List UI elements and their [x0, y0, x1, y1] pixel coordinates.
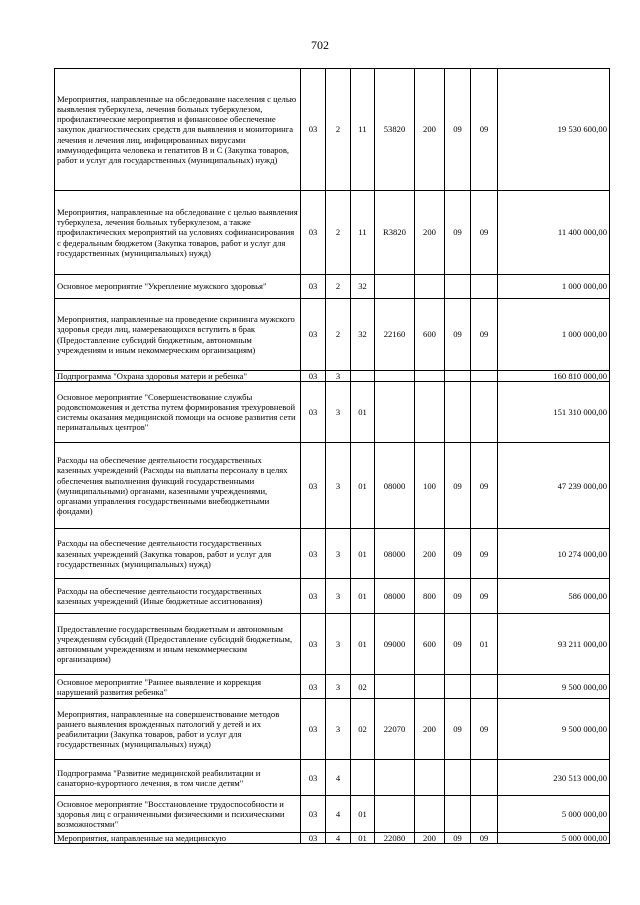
page-number: 702 — [311, 38, 329, 52]
amount-cell: 1 000 000,00 — [498, 299, 610, 371]
direction-cell: 22160 — [375, 299, 415, 371]
expense-type-cell: 200 — [415, 833, 445, 844]
program-cell: 03 — [301, 796, 326, 833]
expense-type-cell: 100 — [415, 443, 445, 529]
subprogram-cell: 2 — [326, 299, 351, 371]
direction-cell: 53820 — [375, 69, 415, 191]
main-event-cell: 01 — [351, 579, 375, 614]
table-row — [55, 675, 610, 699]
table-row — [55, 443, 610, 529]
item-name-cell: Мероприятия, направленные на обследование населения с целью выявления туберкулеза, лечения больных туберкулезом, профилактические мероприятия и финансовое обеспечение закупок диагностических средств для выявления и мониторинга лечения и лечения лиц, инфицированных вирусами иммунодефицита человека и гепатитов В и С (Закупка товаров, работ и услуг для государственных (муниципальных) нужд) — [55, 69, 301, 191]
table-row — [55, 275, 610, 299]
item-name-cell: Мероприятия, направленные на совершенствование методов раннего выявления врожденных патологий у детей и их реабилитации (Закупка товаров, работ и услуг для государственных (муниципальных) нужд) — [55, 699, 301, 760]
main-event-cell: 02 — [351, 699, 375, 760]
program-cell: 03 — [301, 382, 326, 443]
direction-cell: 08000 — [375, 529, 415, 579]
section-cell — [445, 675, 471, 699]
subprogram-cell: 3 — [326, 675, 351, 699]
subsection-cell: 09 — [471, 299, 498, 371]
item-name-cell: Мероприятия, направленные на медицинскую — [55, 833, 301, 844]
direction-cell: 22070 — [375, 699, 415, 760]
direction-cell — [375, 675, 415, 699]
amount-cell: 5 000 000,00 — [498, 796, 610, 833]
section-cell: 09 — [445, 443, 471, 529]
expense-type-cell — [415, 760, 445, 796]
direction-cell — [375, 382, 415, 443]
amount-cell: 5 000 000,00 — [498, 833, 610, 844]
section-cell: 09 — [445, 69, 471, 191]
item-name-cell: Основное мероприятие "Раннее выявление и коррекция нарушений развития ребенка" — [55, 675, 301, 699]
item-name-cell: Расходы на обеспечение деятельности государственных казенных учреждений (Иные бюджетные ассигнования) — [55, 579, 301, 614]
amount-cell: 19 530 600,00 — [498, 69, 610, 191]
item-name-cell: Расходы на обеспечение деятельности государственных казенных учреждений (Закупка товаров, работ и услуг для государственных (муниципальных) нужд) — [55, 529, 301, 579]
main-event-cell — [351, 760, 375, 796]
section-cell: 09 — [445, 699, 471, 760]
main-event-cell: 01 — [351, 796, 375, 833]
expense-type-cell: 600 — [415, 299, 445, 371]
subprogram-cell: 2 — [326, 191, 351, 275]
program-cell: 03 — [301, 675, 326, 699]
main-event-cell: 01 — [351, 529, 375, 579]
direction-cell — [375, 275, 415, 299]
item-name-cell: Мероприятия, направленные на проведение скрининга мужского здоровья среди лиц, намеревающихся вступить в брак (Предоставление субсидий бюджетным, автономным учреждениям и иным некоммерческим организациям) — [55, 299, 301, 371]
amount-cell: 160 810 000,00 — [498, 371, 610, 382]
subsection-cell: 09 — [471, 529, 498, 579]
expense-type-cell: 200 — [415, 699, 445, 760]
main-event-cell: 02 — [351, 675, 375, 699]
item-name-cell: Основное мероприятие "Укрепление мужского здоровья" — [55, 275, 301, 299]
amount-cell: 230 513 000,00 — [498, 760, 610, 796]
table-row — [55, 382, 610, 443]
subsection-cell: 09 — [471, 833, 498, 844]
direction-cell: R3820 — [375, 191, 415, 275]
amount-cell: 1 000 000,00 — [498, 275, 610, 299]
item-name-cell: Подпрограмма "Охрана здоровья матери и ребенка" — [55, 371, 301, 382]
subprogram-cell: 4 — [326, 796, 351, 833]
section-cell — [445, 371, 471, 382]
main-event-cell: 01 — [351, 614, 375, 675]
subprogram-cell: 3 — [326, 529, 351, 579]
direction-cell — [375, 796, 415, 833]
table-row — [55, 299, 610, 371]
subprogram-cell: 4 — [326, 760, 351, 796]
subsection-cell: 09 — [471, 69, 498, 191]
item-name-cell: Мероприятия, направленные на обследование с целью выявления туберкулеза, лечения больных туберкулезом, а также профилактических мероприятий на условиях софинансирования с федеральным бюджетом (Закупка товаров, работ и услуг для государственных (муниципальных) нужд) — [55, 191, 301, 275]
section-cell: 09 — [445, 529, 471, 579]
table-row — [55, 579, 610, 614]
expense-type-cell: 200 — [415, 69, 445, 191]
subsection-cell: 09 — [471, 443, 498, 529]
table-row — [55, 833, 610, 844]
subsection-cell: 09 — [471, 191, 498, 275]
subprogram-cell: 2 — [326, 69, 351, 191]
section-cell: 09 — [445, 833, 471, 844]
amount-cell: 151 310 000,00 — [498, 382, 610, 443]
item-name-cell: Подпрограмма "Развитие медицинской реабилитации и санаторно-курортного лечения, в том числе детям" — [55, 760, 301, 796]
subsection-cell — [471, 675, 498, 699]
table-row — [55, 760, 610, 796]
program-cell: 03 — [301, 191, 326, 275]
program-cell: 03 — [301, 833, 326, 844]
table-row — [55, 191, 610, 275]
expense-type-cell — [415, 382, 445, 443]
direction-cell: 22080 — [375, 833, 415, 844]
direction-cell: 08000 — [375, 579, 415, 614]
subprogram-cell: 3 — [326, 371, 351, 382]
section-cell: 09 — [445, 579, 471, 614]
subsection-cell: 01 — [471, 614, 498, 675]
subsection-cell — [471, 382, 498, 443]
expense-type-cell: 200 — [415, 191, 445, 275]
section-cell: 09 — [445, 191, 471, 275]
program-cell: 03 — [301, 614, 326, 675]
subprogram-cell: 3 — [326, 443, 351, 529]
subsection-cell — [471, 275, 498, 299]
subsection-cell — [471, 760, 498, 796]
subsection-cell — [471, 796, 498, 833]
subsection-cell: 09 — [471, 579, 498, 614]
direction-cell — [375, 371, 415, 382]
table-row — [55, 529, 610, 579]
expense-type-cell — [415, 675, 445, 699]
program-cell: 03 — [301, 579, 326, 614]
program-cell: 03 — [301, 699, 326, 760]
amount-cell: 93 211 000,00 — [498, 614, 610, 675]
section-cell: 09 — [445, 614, 471, 675]
table-row — [55, 371, 610, 382]
main-event-cell: 01 — [351, 443, 375, 529]
expense-type-cell — [415, 796, 445, 833]
main-event-cell — [351, 371, 375, 382]
program-cell: 03 — [301, 69, 326, 191]
amount-cell: 9 500 000,00 — [498, 699, 610, 760]
amount-cell: 10 274 000,00 — [498, 529, 610, 579]
section-cell: 09 — [445, 299, 471, 371]
expense-type-cell: 200 — [415, 529, 445, 579]
expense-type-cell: 800 — [415, 579, 445, 614]
expense-type-cell — [415, 275, 445, 299]
program-cell: 03 — [301, 275, 326, 299]
main-event-cell: 32 — [351, 275, 375, 299]
section-cell — [445, 760, 471, 796]
subprogram-cell: 2 — [326, 275, 351, 299]
subprogram-cell: 3 — [326, 699, 351, 760]
subsection-cell — [471, 371, 498, 382]
main-event-cell: 11 — [351, 191, 375, 275]
main-event-cell: 32 — [351, 299, 375, 371]
section-cell — [445, 275, 471, 299]
item-name-cell: Расходы на обеспечение деятельности государственных казенных учреждений (Расходы на выплаты персоналу в целях обеспечения выполнения функций государственными (муниципальными) органами, казенными учреждениями, органами управления государственными внебюджетными фондами) — [55, 443, 301, 529]
section-cell — [445, 796, 471, 833]
direction-cell — [375, 760, 415, 796]
table-row — [55, 69, 610, 191]
table-row — [55, 796, 610, 833]
item-name-cell: Основное мероприятие "Совершенствование службы родовспоможения и детства путем формирования трехуровневой системы оказания медицинской помощи на основе развития сети перинатальных центров" — [55, 382, 301, 443]
program-cell: 03 — [301, 760, 326, 796]
budget-table — [54, 68, 610, 844]
section-cell — [445, 382, 471, 443]
program-cell: 03 — [301, 443, 326, 529]
item-name-cell: Предоставление государственным бюджетным и автономным учреждениям субсидий (Предоставление субсидий бюджетным, автономным учреждениям и иным некоммерческим организациям) — [55, 614, 301, 675]
subsection-cell: 09 — [471, 699, 498, 760]
table-row — [55, 614, 610, 675]
main-event-cell: 01 — [351, 382, 375, 443]
program-cell: 03 — [301, 371, 326, 382]
direction-cell: 08000 — [375, 443, 415, 529]
main-event-cell: 01 — [351, 833, 375, 844]
amount-cell: 586 000,00 — [498, 579, 610, 614]
direction-cell: 09000 — [375, 614, 415, 675]
item-name-cell: Основное мероприятие "Восстановление трудоспособности и здоровья лиц с ограниченными физическими и психическими возможностями" — [55, 796, 301, 833]
main-event-cell: 11 — [351, 69, 375, 191]
expense-type-cell: 600 — [415, 614, 445, 675]
expense-type-cell — [415, 371, 445, 382]
subprogram-cell: 4 — [326, 833, 351, 844]
amount-cell: 9 500 000,00 — [498, 675, 610, 699]
table-row — [55, 699, 610, 760]
program-cell: 03 — [301, 299, 326, 371]
amount-cell: 11 400 000,00 — [498, 191, 610, 275]
subprogram-cell: 3 — [326, 382, 351, 443]
subprogram-cell: 3 — [326, 579, 351, 614]
amount-cell: 47 239 000,00 — [498, 443, 610, 529]
program-cell: 03 — [301, 529, 326, 579]
subprogram-cell: 3 — [326, 614, 351, 675]
